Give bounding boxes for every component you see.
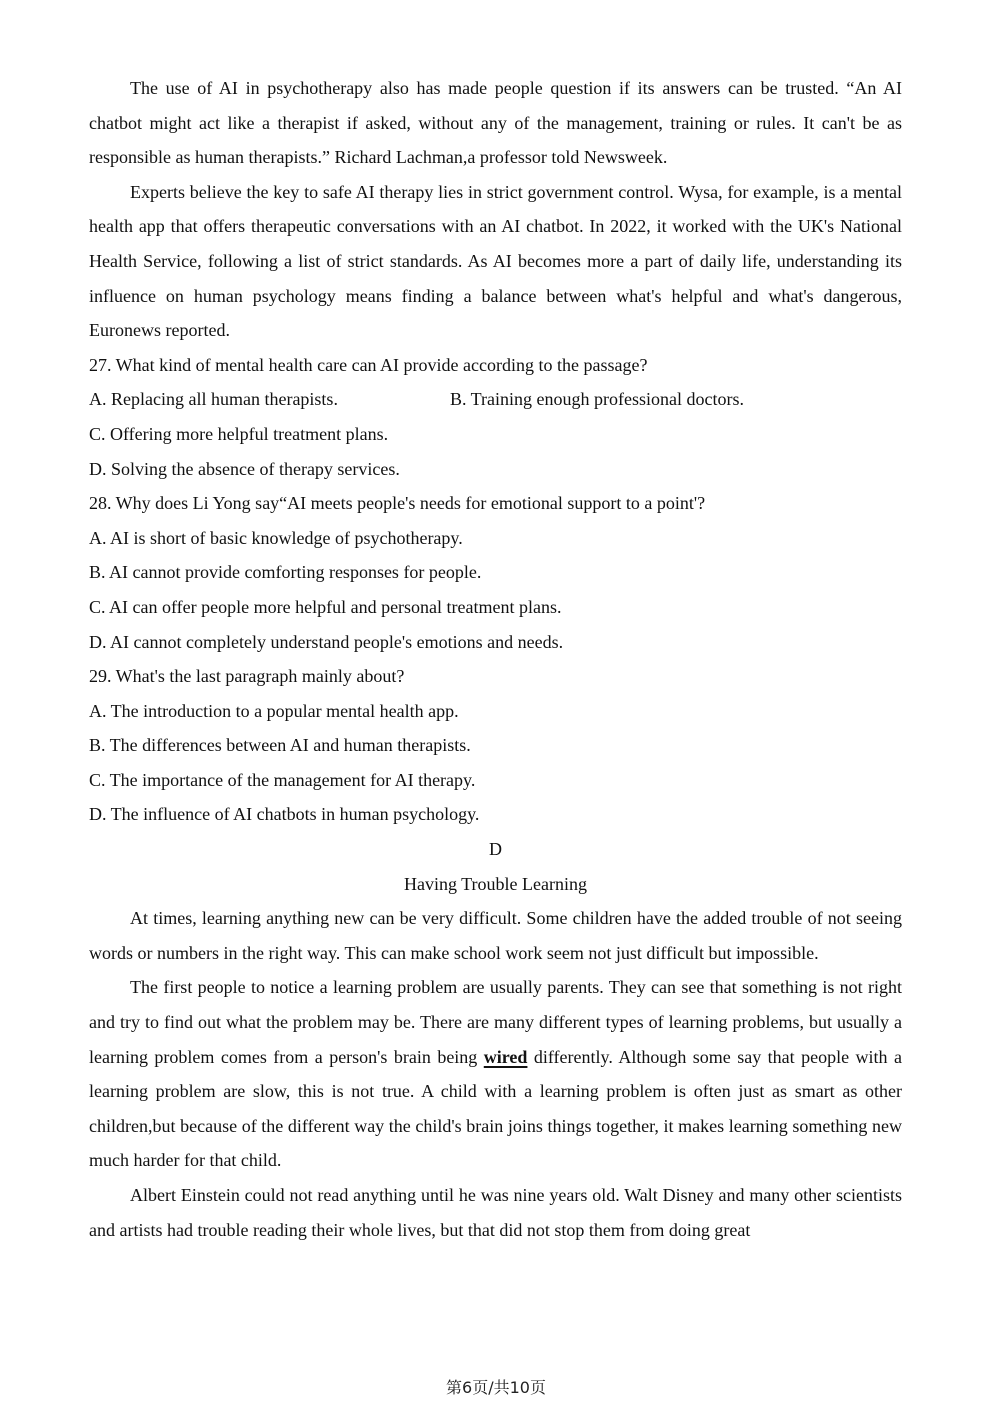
page-number: 第6页/共10页 <box>446 1378 546 1397</box>
question-28-option-c: C. AI can offer people more helpful and personal treatment plans. <box>89 596 562 617</box>
question-28 <box>89 486 902 659</box>
question-27-option-b: B. Training enough professional doctors. <box>450 389 744 410</box>
question-28-option-b: B. AI cannot provide comforting responses for people. <box>89 562 482 583</box>
passage-title: Having Trouble Learning <box>404 873 587 894</box>
paragraph-2-text-after: differently. Although some say that people with a learning problem are slow, this is not true. A child with a learning problem is often just as smart as other children,but because of the different way the child's brain joins things together, it makes learning something new much harder for that child. <box>89 1046 902 1171</box>
question-29-option-d: D. The influence of AI chatbots in human psychology. <box>89 804 480 825</box>
question-29 <box>89 659 902 832</box>
paragraph-2-text-before: The first people to notice a learning problem are usually parents. They can see that something is not right and try to find out what the problem may be. There are many different types of learning problems, but usually a learning problem comes from a person's brain being <box>89 977 902 1067</box>
question-27-option-d: D. Solving the absence of therapy services. <box>89 458 400 479</box>
question-27 <box>89 348 902 486</box>
page-content <box>89 71 902 1247</box>
question-29-option-b: B. The differences between AI and human therapists. <box>89 735 471 756</box>
question-27-stem: 27. What kind of mental health care can AI provide according to the passage? <box>89 354 648 375</box>
question-28-option-d: D. AI cannot completely understand people's emotions and needs. <box>89 631 564 652</box>
passage-d-paragraph-3: Albert Einstein could not read anything until he was nine years old. Walt Disney and many other scientists and artists had trouble reading their whole lives, but that did not stop them from doing great <box>89 1185 902 1240</box>
question-28-stem: 28. Why does Li Yong say“AI meets people's needs for emotional support to a point'? <box>89 493 706 514</box>
question-29-option-c: C. The importance of the management for AI therapy. <box>89 769 476 790</box>
question-27-option-a: A. Replacing all human therapists. <box>89 389 338 410</box>
question-29-stem: 29. What's the last paragraph mainly about? <box>89 666 405 687</box>
keyword-wired: wired <box>483 1046 528 1067</box>
passage-c-paragraph-5: The use of AI in psychotherapy also has made people question if its answers can be trusted. “An AI chatbot might act like a therapist if asked, without any of the management, training or rules. It can't be as responsible as human therapists.” Richard Lachman,a professor told Newsweek. <box>89 78 902 168</box>
question-28-option-a: A. AI is short of basic knowledge of psychotherapy. <box>89 527 463 548</box>
section-letter: D <box>489 839 502 860</box>
passage-d-paragraph-1: At times, learning anything new can be very difficult. Some children have the added trouble of not seeing words or numbers in the right way. This can make school work seem not just difficult but impossible. <box>89 908 902 963</box>
passage-d-paragraph-2 <box>89 970 902 1178</box>
passage-c-paragraph-6: Experts believe the key to safe AI therapy lies in strict government control. Wysa, for example, is a mental health app that offers therapeutic conversations with an AI chatbot. In 2022, it worked with the UK's National Health Service, following a list of strict standards. As AI becomes more a part of daily life, understanding its influence on human psychology means finding a balance between what's helpful and what's dangerous, Euronews reported. <box>89 181 902 341</box>
question-29-option-a: A. The introduction to a popular mental health app. <box>89 700 459 721</box>
question-27-options-ab <box>89 382 902 417</box>
question-27-option-c: C. Offering more helpful treatment plans. <box>89 423 389 444</box>
